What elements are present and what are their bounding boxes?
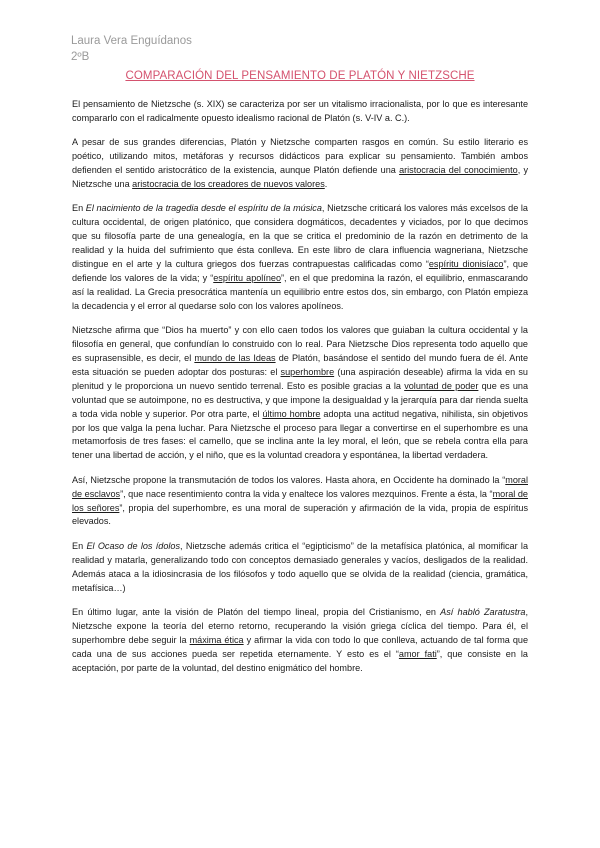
paragraph-text: ”, propia del superhombre, es una moral de superación y afirmación de la vida, propia de espíritus elevados. xyxy=(72,502,528,527)
paragraph-text: A pesar de sus grandes diferencias, Platón y Nietzsche comparten rasgos en común. Su estilo literario es poético, utilizando mitos, metáforas y recursos didácticos para explicar su pensamiento. También ambos defienden el sentido aristocrático de la existencia, aunque Platón defiende una xyxy=(72,137,528,176)
paragraph-text: En xyxy=(72,540,87,551)
paragraph-text: En xyxy=(72,203,86,214)
underlined-term: aristocracia de los creadores de nuevos valores xyxy=(132,179,325,190)
paragraph-text: adopta una actitud negativa, nihilista, sin objetivos por los que valga la pena luchar. Para Nietzsche el proceso para llegar a convertirse en el superhombre es una metamorfosis de tres fases: el camello, que se inclina ante la ley moral, el león, que se rebela contra ella para tener una libertad de acción, y el niño, que es la voluntad creadora y espontánea, la libertad verdadera. xyxy=(72,408,528,461)
paragraph-text: ”, que nace resentimiento contra la vida y enaltece los valores mezquinos. Frente a ésta, la “ xyxy=(120,488,493,499)
paragraph xyxy=(72,474,528,530)
underlined-term: mundo de las Ideas xyxy=(194,353,276,363)
paragraph-text: . xyxy=(324,179,328,190)
book-title: Así habló Zaratustra xyxy=(440,607,526,617)
book-title: El Ocaso de los ídolos xyxy=(86,540,181,551)
document-body xyxy=(72,98,528,686)
underlined-term: máxima ética xyxy=(189,634,244,645)
paragraph xyxy=(72,540,528,596)
paragraph-text: Nietzsche afirma que “Dios ha muerto” y con ello caen todos los valores que guiaban la cultura occidental y la filosofía en general, que confundían lo construido con lo real. Para Nietzsche Dios representa todo aquello que es suprasensible, es decir, el xyxy=(72,325,528,363)
paragraph-text: Así, Nietzsche propone la transmutación de todos los valores. Hasta ahora, en Occidente ha dominado la “ xyxy=(72,474,506,485)
paragraph xyxy=(72,324,528,463)
underlined-term: moral de los señores xyxy=(72,488,528,513)
paragraph-text: que es una voluntad que se autoimpone, no es destructiva, y que impone la desigualdad y la jerarquía para dar rienda suelta a toda vida noble y superior. Por otra parte, el xyxy=(72,380,529,419)
paragraph-text: , Nietzsche además critica el “egipticismo” de la metafísica platónica, al momificar la realidad y matarla, generalizando todo con conceptos demasiado generales y vacíos, desligados de la realidad. Además ataca a la idiosincrasia de los filósofos y todo aquello que se olvida de la realidad (ciencia, gramática, metafísica…) xyxy=(72,540,529,593)
underlined-term: superhombre xyxy=(280,366,335,377)
paragraph xyxy=(72,98,528,126)
paragraph-text: ”, que consiste en la aceptación, por parte de la voluntad, del destino enigmático del hombre. xyxy=(72,648,528,673)
document-title-text: COMPARACIÓN DEL PENSAMIENTO DE PLATÓN Y NIETZSCHE xyxy=(125,70,475,82)
underlined-term: espíritu apolíneo xyxy=(213,272,282,283)
paragraph-text: , y Nietzsche una xyxy=(72,165,528,190)
paragraph xyxy=(72,136,528,192)
book-title: El nacimiento de la tragedia desde el espíritu de la música xyxy=(85,203,322,214)
paragraph-text: ”, que defiende los valores de la vida; y “ xyxy=(72,259,529,283)
underlined-term: aristocracia del conocimiento xyxy=(399,165,518,176)
underlined-term: último hombre xyxy=(262,408,321,419)
paragraph-text: de Platón, basándose el sentido del mundo fuera de él. Ante esta situación se pueden adoptar dos posturas: el xyxy=(72,353,529,377)
paragraph-text: El pensamiento de Nietzsche (s. XIX) se caracteriza por ser un vitalismo irracionalista, por lo que es interesante compararlo con el radicalmente opuesto idealismo racional de Platón (s. V-IV a. C.). xyxy=(72,99,528,123)
paragraph-text: y afirmar la vida con todo lo que conlleva, actuando de tal forma que cada una de sus acciones pueda ser repetida eternamente. Y esto es el “ xyxy=(72,634,529,659)
course-label: 2ºB xyxy=(71,51,90,63)
paragraph-text: En último lugar, ante la visión de Platón del tiempo lineal, propia del Cristianismo, en xyxy=(72,607,441,617)
paragraph-text: ”, en el que predomina la razón, el equilibrio, enmascarando así la realidad. La Grecia presocrática mantenía un equilibrio entre estos dos, sin embargo, con Platón empieza la decadencia y el error al quedarse solo con los valores apolíneos. xyxy=(72,272,528,311)
paragraph-text: , Nietzsche criticará los valores más excelsos de la cultura occidental, de origen platónico, que considera dogmáticos, decadentes y viciados, por lo que decimos que su filosofía parte de una genealogía, en la que se critica el predominio de la razón en detrimento de la realidad y la huida del sufrimiento que ésta conlleva. En este libro de clara influencia wagneriana, Nietzsche distingue en el arte y la cultura griegos dos fuerzas contrapuestas calificadas como “ xyxy=(72,203,528,270)
document-title xyxy=(0,70,600,82)
underlined-term: voluntad de poder xyxy=(404,380,479,391)
paragraph-text: , Nietzsche expone la teoría del eterno retorno, recuperando la visión griega cíclica del tiempo. Para él, el superhombre debe seguir la xyxy=(72,607,528,645)
paragraph xyxy=(72,606,528,676)
underlined-term: espíritu dionisíaco xyxy=(428,259,504,270)
paragraph xyxy=(72,202,528,313)
author-name: Laura Vera Enguídanos xyxy=(71,35,192,47)
paragraph-text: (una aspiración deseable) afirma la vida en su plenitud y le proporciona un nuevo sentido terrenal. Esto es posible gracias a la xyxy=(72,366,528,391)
document-header xyxy=(71,33,192,65)
underlined-term: moral de esclavos xyxy=(72,474,528,499)
underlined-term: amor fati xyxy=(398,648,437,659)
